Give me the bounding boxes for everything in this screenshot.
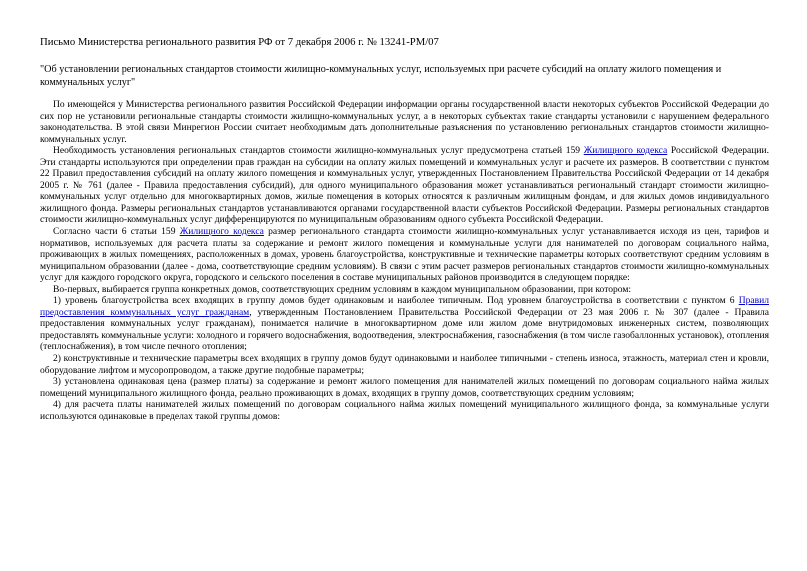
paragraph-5-text-before: 1) уровень благоустройства всех входящих в группу домов будет одинаковым и наиболее типичным. Под уровнем благоустройства в соответствии с пунктом 6 — [53, 295, 739, 307]
document-subtitle: "Об установлении региональных стандартов стоимости жилищно-коммунальных услуг, используемых при расчете субсидий на оплату жилого помещения и коммунальных услуг" — [40, 64, 722, 88]
paragraph-7: 3) установлена одинаковая цена (размер платы) за содержание и ремонт жилого помещения для нанимателей жилых помещений по договорам социального найма жилых помещений муниципального жилищного фонда, реально проживающих в домах, входящих в группу домов, соответствующих средним условиям; — [40, 376, 769, 399]
paragraph-2-text-before: Необходимость установления региональных стандартов стоимости жилищно-коммунальных услуг предусмотрена статьей 159 — [53, 145, 584, 157]
utility-services-rules-link[interactable]: Правил предоставления коммунальных услуг гражданам — [40, 295, 769, 318]
paragraph-8: 4) для расчета платы нанимателей жилых помещений по договорам социального найма жилых помещений муниципального жилищного фонда, за коммунальные услуги используются одинаковые в пределах такой группы домов: — [40, 399, 769, 422]
paragraph-2-text-after: Российской Федерации. Эти стандарты используются при определении прав граждан на субсидии на оплату жилых помещений и коммунальных услуг и расчете их размеров. В соответствии с пунктом 22 Правил предоставления субсидий на оплату жилого помещения и коммунальных услуг, утвержденных Постановлением Правительства Российской Федерации от 14 декабря 2005 г. № 761 (далее - Правила предоставления субсидий), для одного муниципального образования может устанавливаться региональный стандарт стоимости жилищно-коммунальных услуг отдельно для многоквартирных домов, жилые помещения в которых относятся к различным жилищным фондам, и для жилых домов индивидуального жилищного фонда. Размеры региональных стандартов устанавливаются органами государственной власти субъектов Российской Федерации. Размеры региональных стандартов стоимости жилищно-коммунальных услуг дифференцируются по муниципальным образованиям одного субъекта Российской Федерации. — [40, 145, 769, 226]
paragraph-4: Во-первых, выбирается группа конкретных домов, соответствующих средним условиям в каждом муниципальном образовании, при котором: — [53, 283, 632, 295]
paragraph-6: 2) конструктивные и технические параметры всех входящих в группу домов будут одинаковыми и наиболее типичными - степень износа, этажность, материал стен и кровли, оборудование лифтом и мусоропроводом, а также другие подобные параметры; — [40, 353, 769, 376]
paragraph-3-text-after: размер регионального стандарта стоимости жилищно-коммунальных услуг устанавливается исходя из цен, тарифов и нормативов, используемых для расчета платы за содержание и ремонт жилого помещения и коммунальные услуги для нанимателей по договорам социального найма, проживающих в жилых помещениях, расположенных в домах, уровень благоустройства, конструктивные и технические параметры которых соответствуют средним условиям в муниципальном образовании (далее - дома, соответствующие средним условиям). В связи с этим расчет размеров региональных стандартов стоимости жилищно-коммунальных услуг для каждого городского округа, городского и сельского поселения в составе муниципальных районов производится в следующем порядке: — [40, 226, 769, 284]
paragraph-1: По имеющейся у Министерства регионального развития Российской Федерации информации органы государственной власти некоторых субъектов Российской Федерации до сих пор не установили региональные стандарты стоимости жилищно-коммунальных услуг, а в некоторых субъектах такие стандарты установили с нарушением федерального законодательства. В этой связи Минрегион России считает необходимым дать дополнительные разъяснения по установлению региональных стандартов стоимости жилищно-коммунальных услуг. — [40, 99, 769, 145]
housing-code-link[interactable]: Жилищного кодекса — [583, 145, 668, 157]
paragraph-5 — [40, 295, 769, 353]
housing-code-link-2[interactable]: Жилищного кодекса — [179, 226, 264, 238]
paragraph-5-text-after: , утвержденным Постановлением Правительства Российской Федерации от 23 мая 2006 г. № 307 (далее - Правила предоставления коммунальных услуг гражданам), понимается наличие в многоквартирном доме или жилом доме внутридомовых инженерных систем, позволяющих предоставлять коммунальные услуги: холодного и горячего водоснабжения, водоотведения, электроснабжения, газоснабжения (в том числе газобаллонных установок), отопления (теплоснабжения), в том числе печного отопления; — [40, 306, 770, 353]
document-title: Письмо Министерства регионального развития РФ от 7 декабря 2006 г. № 13241-РМ/07 — [40, 36, 439, 48]
paragraph-2 — [40, 145, 769, 226]
paragraph-3-text-before: Согласно части 6 статьи 159 — [53, 226, 180, 238]
paragraph-3 — [40, 226, 769, 284]
